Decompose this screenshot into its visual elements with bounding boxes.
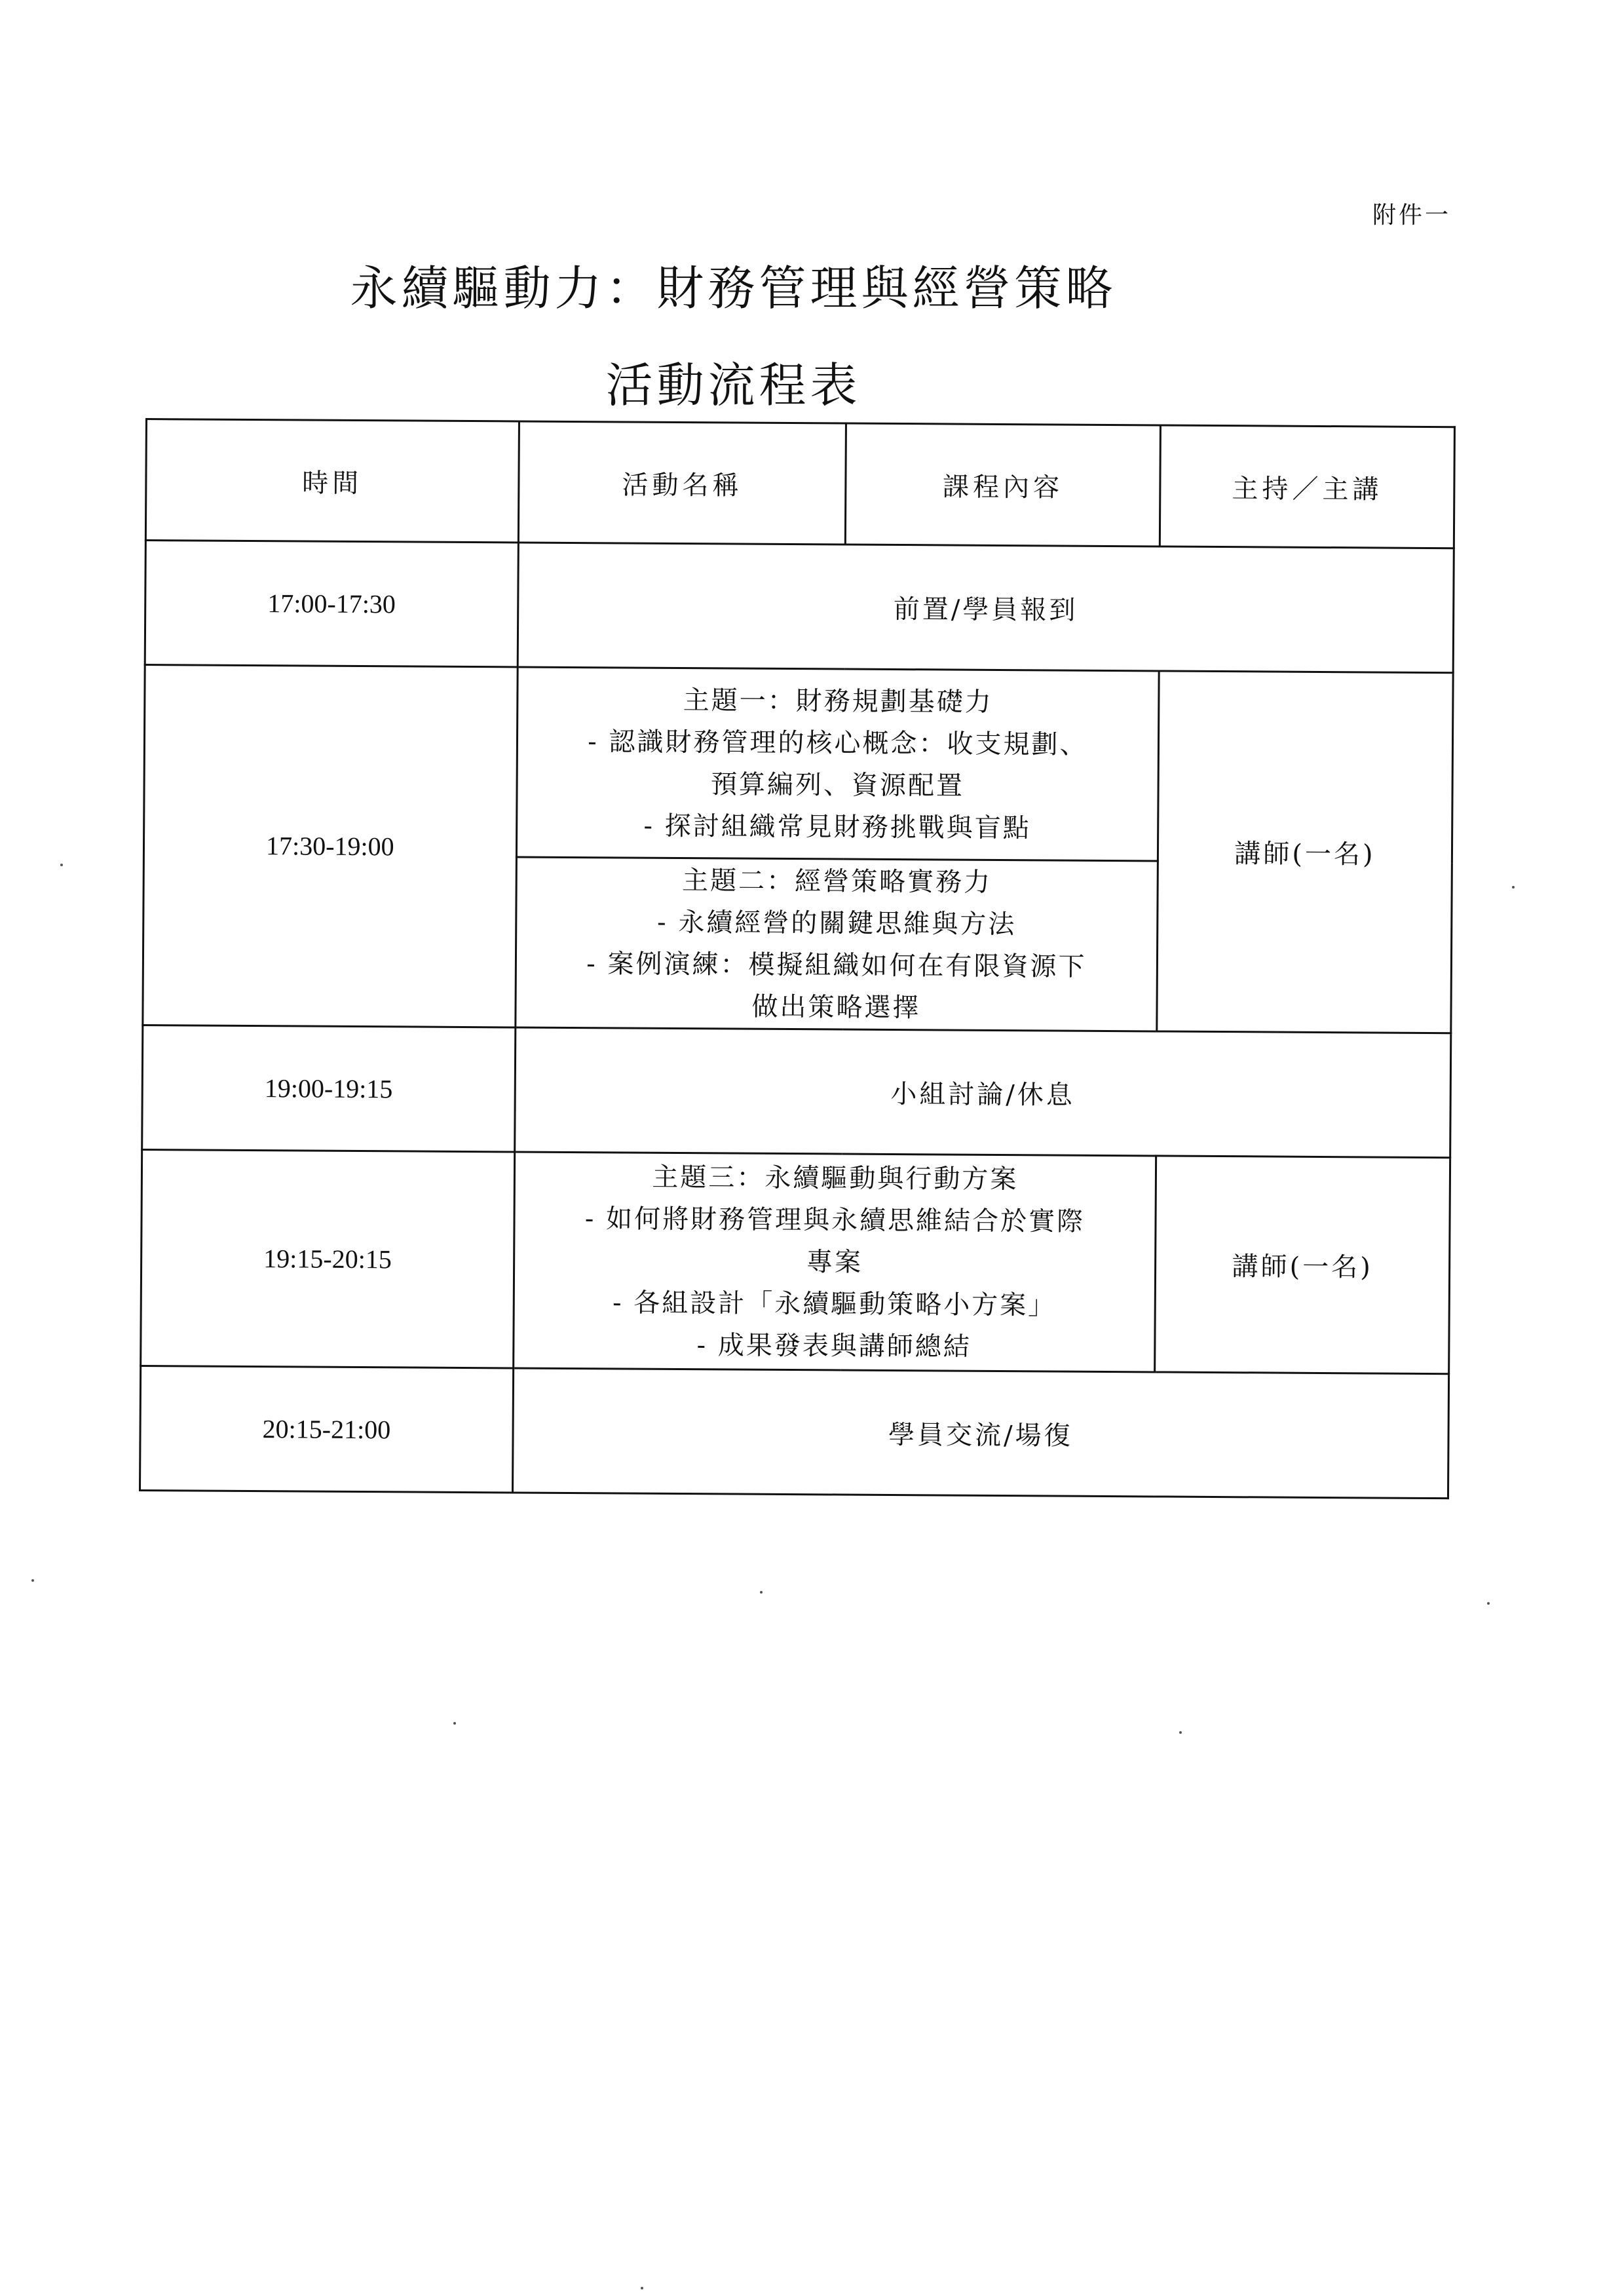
topic-line: 預算編列、資源配置: [710, 769, 965, 801]
attachment-label: 附件一: [1372, 202, 1452, 229]
topic-line: - 探討組織常見財務挑戰與盲點: [643, 811, 1031, 843]
table-row: [142, 1025, 1451, 1157]
row-merged-text: 前置/學員報到: [518, 543, 1454, 673]
topic-cell: [516, 667, 1159, 861]
topic-line: - 認識財務管理的核心概念：收支規劃、: [588, 726, 1088, 760]
topic-line: 做出策略選擇: [751, 991, 921, 1023]
row-time: 17:30-19:00: [143, 665, 518, 1027]
table-row: [143, 665, 1453, 863]
scan-speck: [760, 1591, 763, 1594]
scan-speck: [453, 1722, 456, 1725]
topic-cell: [516, 857, 1158, 1031]
header-host: 主持／主講: [1160, 425, 1454, 548]
scan-speck: [1179, 1731, 1182, 1734]
topic-line: - 成果發表與講師總結: [696, 1330, 972, 1362]
row-time: 19:15-20:15: [141, 1149, 515, 1368]
topic-line: - 案例演練：模擬組織如何在有限資源下: [586, 948, 1087, 982]
scan-speck: [1487, 1602, 1490, 1605]
topic-cell: [513, 1152, 1156, 1372]
scan-speck: [31, 1579, 34, 1582]
header-content: 課程內容: [846, 423, 1161, 546]
row-time: 17:00-17:30: [145, 541, 518, 667]
topic-line: 專案: [806, 1246, 863, 1278]
host-cell: 講師(一名): [1157, 671, 1453, 1033]
host-cell: 講師(一名): [1155, 1156, 1450, 1374]
topic-title: 主題一：財務規劃基礎力: [683, 685, 993, 718]
topic-title: 主題三：永續驅動與行動方案: [652, 1162, 1019, 1195]
topic-line: - 永續經營的關鍵思維與方法: [656, 907, 1017, 940]
topic-line: - 如何將財務管理與永續思維結合於實際: [584, 1203, 1086, 1237]
row-merged-text: 學員交流/場復: [512, 1368, 1448, 1499]
row-time: 19:00-19:15: [142, 1025, 516, 1151]
row-time: 20:15-21:00: [140, 1366, 514, 1492]
topic-title: 主題二：經營策略實務力: [681, 865, 992, 898]
topic-line: - 各組設計「永續驅動策略小方案」: [612, 1287, 1057, 1321]
table-row: [145, 541, 1454, 673]
scan-speck: [60, 864, 63, 866]
header-activity: 活動名稱: [518, 421, 846, 545]
table-row: [140, 1366, 1449, 1498]
table-row: [141, 1149, 1450, 1373]
document-subtitle: 活動流程表: [605, 358, 861, 413]
header-time: 時間: [145, 419, 519, 543]
row-merged-text: 小組討論/休息: [514, 1027, 1450, 1158]
schedule-table: [139, 418, 1456, 1499]
scan-speck: [1512, 886, 1515, 889]
document-title: 永續驅動力：財務管理與經營策略: [350, 261, 1117, 316]
table-header-row: [145, 419, 1454, 548]
scan-speck: [641, 2287, 643, 2289]
